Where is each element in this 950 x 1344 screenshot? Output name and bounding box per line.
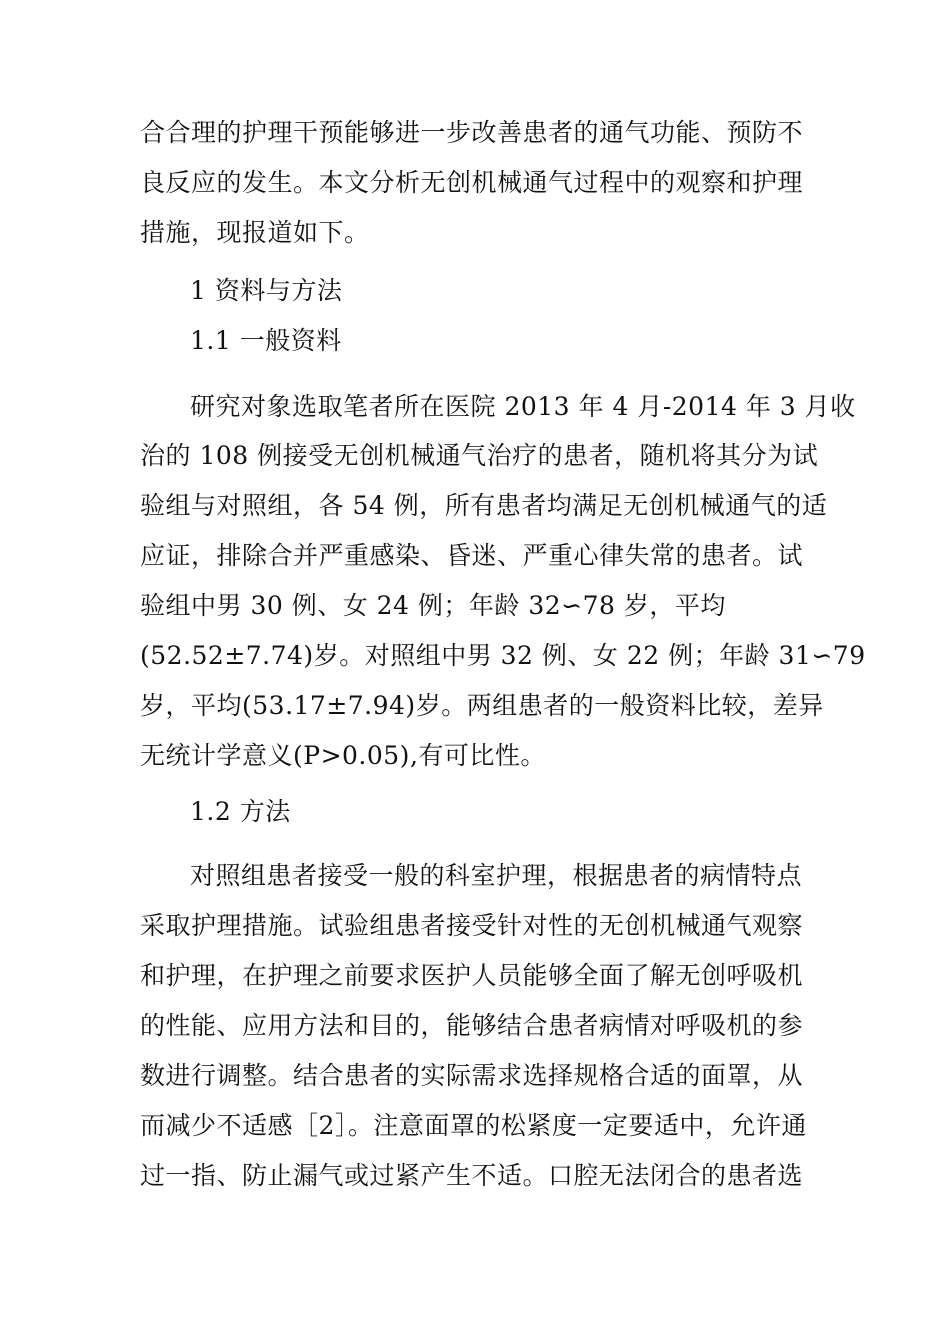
section-heading-1-2: 1.2 方法 <box>190 797 291 826</box>
paragraph-method-line-3: 和护理，在护理之前要求医护人员能够全面了解无创呼吸机 <box>140 961 804 990</box>
paragraph-method-line-2: 采取护理措施。试验组患者接受针对性的无创机械通气观察 <box>140 911 804 940</box>
paragraph-general-line-1: 研究对象选取笔者所在医院 2013 年 4 月-2014 年 3 月收 <box>190 392 856 421</box>
paragraph-general-line-4: 应证，排除合并严重感染、昏迷、严重心律失常的患者。试 <box>140 541 804 570</box>
paragraph-method-line-5: 数进行调整。结合患者的实际需求选择规格合适的面罩，从 <box>140 1061 804 1090</box>
paragraph-method-line-7: 过一指、防止漏气或过紧产生不适。口腔无法闭合的患者选 <box>140 1161 804 1190</box>
paragraph-general-line-3: 验组与对照组，各 54 例，所有患者均满足无创机械通气的适 <box>140 491 828 520</box>
paragraph-method-line-6: 而减少不适感［2］。注意面罩的松紧度一定要适中，允许通 <box>140 1111 807 1140</box>
paragraph-method-line-4: 的性能、应用方法和目的，能够结合患者病情对呼吸机的参 <box>140 1011 804 1040</box>
paragraph-general-line-5: 验组中男 30 例、女 24 例；年龄 32∽78 岁，平均 <box>140 591 726 620</box>
paragraph-general-line-6: (52.52±7.74)岁。对照组中男 32 例、女 22 例；年龄 31∽79 <box>140 641 866 670</box>
section-heading-1: 1 资料与方法 <box>190 276 343 305</box>
paragraph-general-line-8: 无统计学意义(P>0.05),有可比性。 <box>140 741 546 770</box>
section-heading-1-1: 1.1 一般资料 <box>190 326 342 355</box>
paragraph-general-line-7: 岁，平均(53.17±7.94)岁。两组患者的一般资料比较，差异 <box>140 691 824 720</box>
paragraph-intro-line-3: 措施，现报道如下。 <box>140 218 370 247</box>
paragraph-intro-line-1: 合合理的护理干预能够进一步改善患者的通气功能、预防不 <box>140 118 804 147</box>
paragraph-intro-line-2: 良反应的发生。本文分析无创机械通气过程中的观察和护理 <box>140 168 804 197</box>
paragraph-general-line-2: 治的 108 例接受无创机械通气治疗的患者，随机将其分为试 <box>140 441 819 470</box>
paragraph-method-line-1: 对照组患者接受一般的科室护理，根据患者的病情特点 <box>190 861 803 890</box>
